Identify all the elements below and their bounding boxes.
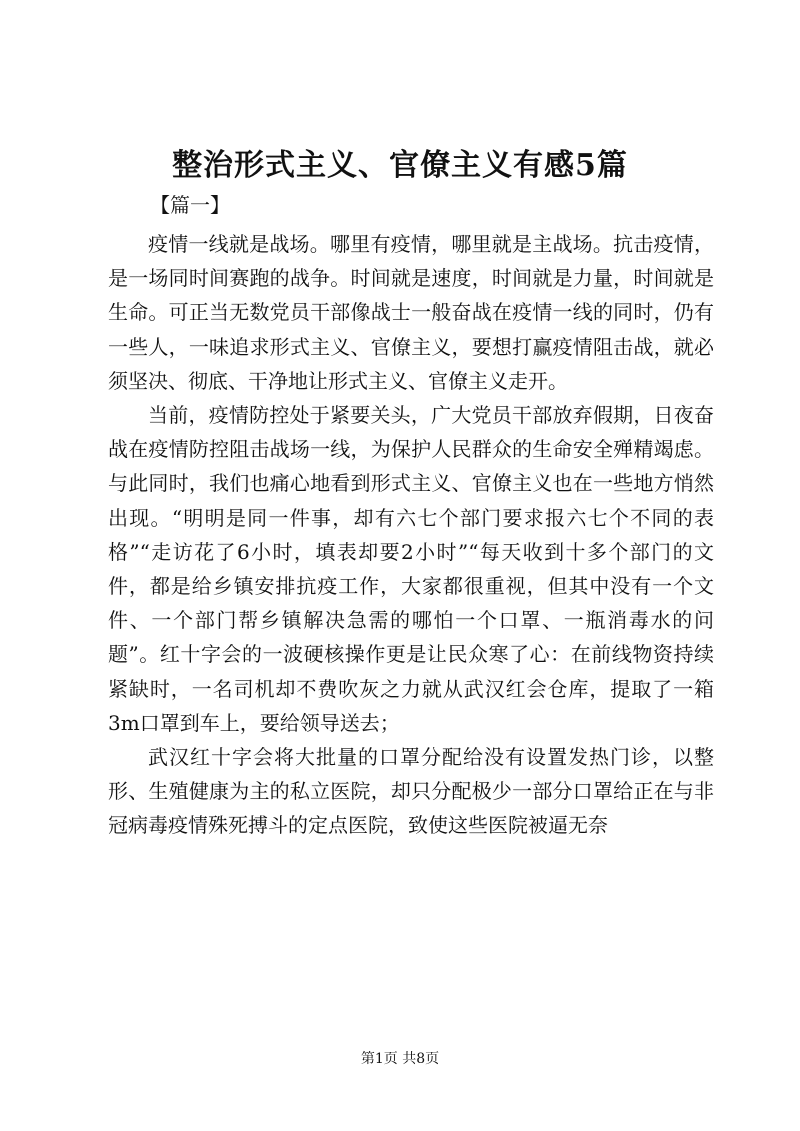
section-label: 【篇一】: [150, 193, 230, 217]
paragraph: 武汉红十字会将大批量的口罩分配给没有设置发热门诊，以整形、生殖健康为主的私立医院，却只分配极少一部分口罩给正在与非冠病毒疫情殊死搏斗的定点医院，致使这些医院被逼无奈: [108, 745, 714, 838]
page-footer: 第1页 共8页: [360, 1051, 440, 1067]
paragraph: 疫情一线就是战场。哪里有疫情，哪里就是主战场。抗击疫情，是一场同时间赛跑的战争。时间就是速度，时间就是力量，时间就是生命。可正当无数党员干部像战士一般奋战在疫情一线的同时，仍有一些人，一味追求形式主义、官僚主义，要想打赢疫情阻击战，就必须坚决、彻底、干净地让形式主义、官僚主义走开。: [108, 232, 714, 393]
body-text: [108, 227, 714, 843]
paragraph: 当前，疫情防控处于紧要关头，广大党员干部放弃假期，日夜奋战在疫情防控阻击战场一线，为保护人民群众的生命安全殚精竭虑。与此同时，我们也痛心地看到形式主义、官僚主义也在一些地方悄然出现。“明明是同一件事，却有六七个部门要求报六七个不同的表格”“走访花了6小时，填表却要2小时”“每天收到十多个部门的文件，都是给乡镇安排抗疫工作，大家都很重视，但其中没有一个文件、一个部门帮乡镇解决急需的哪怕一个口罩、一瓶消毒水的问题”。红十字会的一波硬核操作更是让民众寒了心：在前线物资持续紧缺时，一名司机却不费吹灰之力就从武汉红会仓库，提取了一箱3m口罩到车上，要给领导送去；: [108, 403, 714, 735]
page-title: 整治形式主义、官僚主义有感5篇: [172, 148, 628, 183]
